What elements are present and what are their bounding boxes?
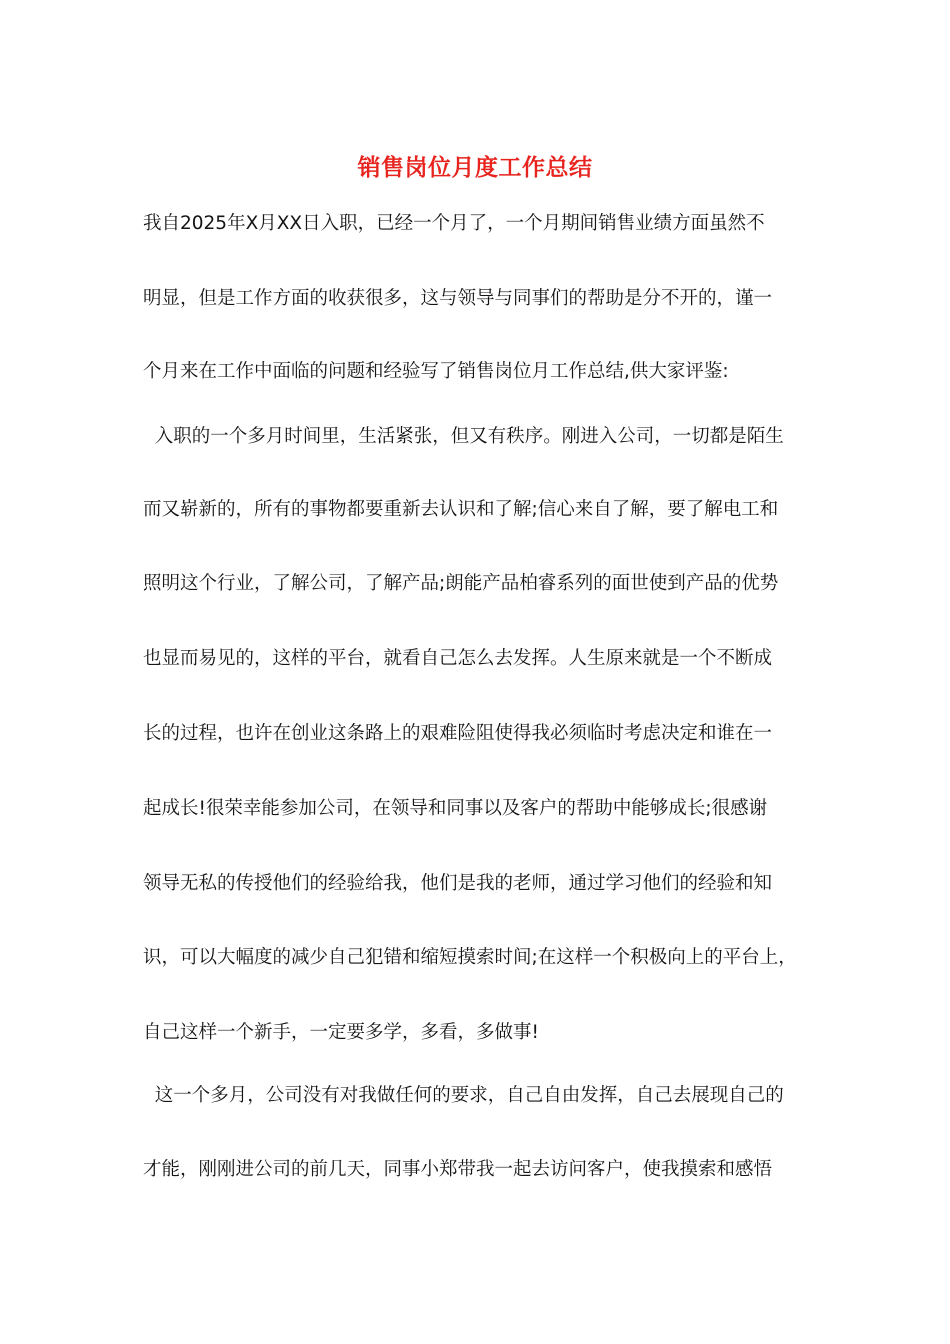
body-line-4: 入职的一个多月时间里，生活紧张，但又有秩序。刚进入公司，一切都是陌生 <box>143 426 784 447</box>
document-title: 销售岗位月度工作总结 <box>357 154 593 181</box>
body-line-5: 而又崭新的，所有的事物都要重新去认识和了解;信心来自了解，要了解电工和 <box>143 499 779 520</box>
body-line-3: 个月来在工作中面临的问题和经验写了销售岗位月工作总结,供大家评鉴: <box>143 361 729 382</box>
body-line-7: 也显而易见的，这样的平台，就看自己怎么去发挥。人生原来就是一个不断成 <box>143 648 773 669</box>
body-line-1: 我自2025年X月XX日入职，已经一个月了，一个月期间销售业绩方面虽然不 <box>143 213 765 234</box>
body-line-9: 起成长!很荣幸能参加公司，在领导和同事以及客户的帮助中能够成长;很感谢 <box>143 798 768 819</box>
body-line-12: 自己这样一个新手，一定要多学，多看，多做事! <box>143 1022 539 1043</box>
body-line-14: 才能，刚刚进公司的前几天，同事小郑带我一起去访问客户，使我摸索和感悟 <box>143 1159 773 1180</box>
body-line-10: 领导无私的传授他们的经验给我，他们是我的老师，通过学习他们的经验和知 <box>143 873 773 894</box>
body-line-8: 长的过程，也许在创业这条路上的艰难险阻使得我必须临时考虑决定和谁在一 <box>143 723 773 744</box>
body-line-2: 明显，但是工作方面的收获很多，这与领导与同事们的帮助是分不开的，谨一 <box>143 288 773 309</box>
body-line-6: 照明这个行业，了解公司，了解产品;朗能产品柏睿系列的面世使到产品的优势 <box>143 573 779 594</box>
body-line-13: 这一个多月，公司没有对我做任何的要求，自己自由发挥，自己去展现自己的 <box>143 1085 784 1106</box>
body-line-11: 识，可以大幅度的减少自己犯错和缩短摸索时间;在这样一个积极向上的平台上， <box>143 947 797 968</box>
